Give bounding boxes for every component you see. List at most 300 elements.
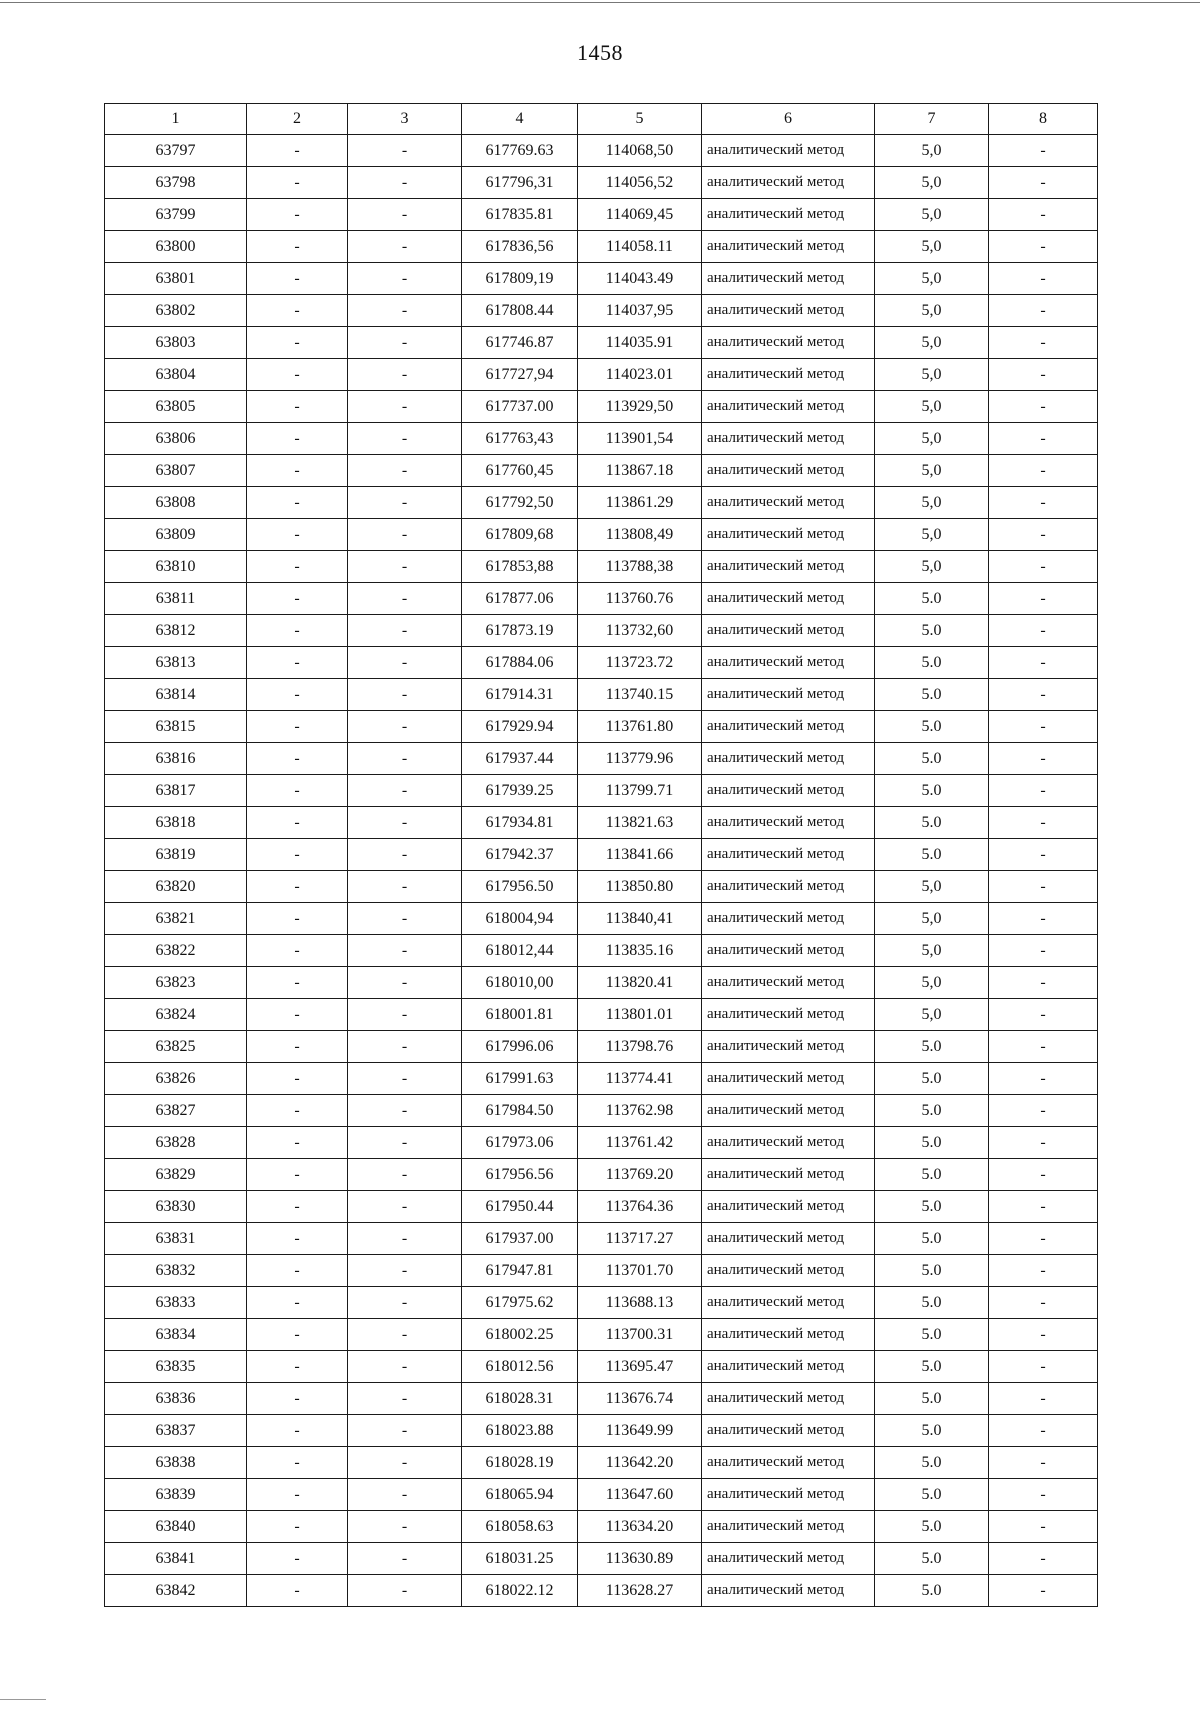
accuracy-cell: 5.0 bbox=[875, 743, 989, 775]
col2-cell: - bbox=[247, 551, 348, 583]
accuracy-cell: 5,0 bbox=[875, 967, 989, 999]
col2-cell: - bbox=[247, 231, 348, 263]
table-row bbox=[105, 903, 1098, 935]
col8-cell: - bbox=[989, 647, 1098, 679]
x-coordinate-cell: 618022.12 bbox=[462, 1575, 578, 1607]
method-cell: аналитический метод bbox=[702, 647, 875, 679]
col8-cell: - bbox=[989, 359, 1098, 391]
method-cell: аналитический метод bbox=[702, 999, 875, 1031]
x-coordinate-cell: 617947.81 bbox=[462, 1255, 578, 1287]
table-row bbox=[105, 679, 1098, 711]
x-coordinate-cell: 617942.37 bbox=[462, 839, 578, 871]
col3-cell: - bbox=[348, 1159, 462, 1191]
col3-cell: - bbox=[348, 1511, 462, 1543]
x-coordinate-cell: 617760,45 bbox=[462, 455, 578, 487]
x-coordinate-cell: 617984.50 bbox=[462, 1095, 578, 1127]
col3-cell: - bbox=[348, 1319, 462, 1351]
accuracy-cell: 5.0 bbox=[875, 1447, 989, 1479]
method-cell: аналитический метод bbox=[702, 1543, 875, 1575]
x-coordinate-cell: 617973.06 bbox=[462, 1127, 578, 1159]
y-coordinate-cell: 113840,41 bbox=[578, 903, 702, 935]
col8-cell: - bbox=[989, 167, 1098, 199]
col3-cell: - bbox=[348, 711, 462, 743]
col3-cell: - bbox=[348, 839, 462, 871]
method-cell: аналитический метод bbox=[702, 1383, 875, 1415]
method-cell: аналитический метод bbox=[702, 1287, 875, 1319]
col2-cell: - bbox=[247, 167, 348, 199]
col2-cell: - bbox=[247, 1351, 348, 1383]
table-row bbox=[105, 1575, 1098, 1607]
method-cell: аналитический метод bbox=[702, 199, 875, 231]
table-row bbox=[105, 1447, 1098, 1479]
point-number-cell: 63805 bbox=[105, 391, 247, 423]
table-row bbox=[105, 1319, 1098, 1351]
x-coordinate-cell: 617975.62 bbox=[462, 1287, 578, 1319]
accuracy-cell: 5.0 bbox=[875, 1191, 989, 1223]
point-number-cell: 63797 bbox=[105, 135, 247, 167]
table-row bbox=[105, 327, 1098, 359]
col8-cell: - bbox=[989, 1543, 1098, 1575]
y-coordinate-cell: 113867.18 bbox=[578, 455, 702, 487]
accuracy-cell: 5,0 bbox=[875, 327, 989, 359]
x-coordinate-cell: 617809,19 bbox=[462, 263, 578, 295]
table-row bbox=[105, 199, 1098, 231]
col2-cell: - bbox=[247, 935, 348, 967]
accuracy-cell: 5.0 bbox=[875, 1575, 989, 1607]
method-cell: аналитический метод bbox=[702, 1063, 875, 1095]
accuracy-cell: 5.0 bbox=[875, 1095, 989, 1127]
point-number-cell: 63809 bbox=[105, 519, 247, 551]
point-number-cell: 63823 bbox=[105, 967, 247, 999]
y-coordinate-cell: 113634.20 bbox=[578, 1511, 702, 1543]
y-coordinate-cell: 114058.11 bbox=[578, 231, 702, 263]
x-coordinate-cell: 617956.50 bbox=[462, 871, 578, 903]
point-number-cell: 63826 bbox=[105, 1063, 247, 1095]
accuracy-cell: 5.0 bbox=[875, 1415, 989, 1447]
table-row bbox=[105, 775, 1098, 807]
y-coordinate-cell: 113761.42 bbox=[578, 1127, 702, 1159]
point-number-cell: 63802 bbox=[105, 295, 247, 327]
method-cell: аналитический метод bbox=[702, 1255, 875, 1287]
col3-cell: - bbox=[348, 359, 462, 391]
method-cell: аналитический метод bbox=[702, 775, 875, 807]
point-number-cell: 63818 bbox=[105, 807, 247, 839]
method-cell: аналитический метод bbox=[702, 711, 875, 743]
method-cell: аналитический метод bbox=[702, 679, 875, 711]
table-row bbox=[105, 1287, 1098, 1319]
point-number-cell: 63833 bbox=[105, 1287, 247, 1319]
x-coordinate-cell: 617763,43 bbox=[462, 423, 578, 455]
x-coordinate-cell: 618028.19 bbox=[462, 1447, 578, 1479]
column-header: 8 bbox=[989, 104, 1098, 135]
col8-cell: - bbox=[989, 839, 1098, 871]
accuracy-cell: 5,0 bbox=[875, 519, 989, 551]
col3-cell: - bbox=[348, 647, 462, 679]
col3-cell: - bbox=[348, 327, 462, 359]
method-cell: аналитический метод bbox=[702, 327, 875, 359]
x-coordinate-cell: 617937.00 bbox=[462, 1223, 578, 1255]
y-coordinate-cell: 113774.41 bbox=[578, 1063, 702, 1095]
table-row bbox=[105, 295, 1098, 327]
col8-cell: - bbox=[989, 1575, 1098, 1607]
point-number-cell: 63839 bbox=[105, 1479, 247, 1511]
table-row bbox=[105, 967, 1098, 999]
y-coordinate-cell: 113929,50 bbox=[578, 391, 702, 423]
method-cell: аналитический метод bbox=[702, 231, 875, 263]
method-cell: аналитический метод bbox=[702, 167, 875, 199]
col8-cell: - bbox=[989, 519, 1098, 551]
method-cell: аналитический метод bbox=[702, 1223, 875, 1255]
col8-cell: - bbox=[989, 263, 1098, 295]
col3-cell: - bbox=[348, 199, 462, 231]
y-coordinate-cell: 113788,38 bbox=[578, 551, 702, 583]
accuracy-cell: 5,0 bbox=[875, 903, 989, 935]
method-cell: аналитический метод bbox=[702, 1351, 875, 1383]
accuracy-cell: 5,0 bbox=[875, 391, 989, 423]
x-coordinate-cell: 617769.63 bbox=[462, 135, 578, 167]
point-number-cell: 63813 bbox=[105, 647, 247, 679]
method-cell: аналитический метод bbox=[702, 1447, 875, 1479]
table-row bbox=[105, 1095, 1098, 1127]
accuracy-cell: 5.0 bbox=[875, 679, 989, 711]
accuracy-cell: 5.0 bbox=[875, 647, 989, 679]
col3-cell: - bbox=[348, 1287, 462, 1319]
method-cell: аналитический метод bbox=[702, 903, 875, 935]
point-number-cell: 63808 bbox=[105, 487, 247, 519]
col8-cell: - bbox=[989, 1287, 1098, 1319]
col3-cell: - bbox=[348, 551, 462, 583]
point-number-cell: 63810 bbox=[105, 551, 247, 583]
col8-cell: - bbox=[989, 1479, 1098, 1511]
y-coordinate-cell: 113740.15 bbox=[578, 679, 702, 711]
point-number-cell: 63827 bbox=[105, 1095, 247, 1127]
col3-cell: - bbox=[348, 1447, 462, 1479]
page-number: 1458 bbox=[577, 40, 623, 65]
table-row bbox=[105, 1351, 1098, 1383]
col3-cell: - bbox=[348, 487, 462, 519]
col3-cell: - bbox=[348, 1031, 462, 1063]
col3-cell: - bbox=[348, 967, 462, 999]
col2-cell: - bbox=[247, 1383, 348, 1415]
y-coordinate-cell: 113628.27 bbox=[578, 1575, 702, 1607]
x-coordinate-cell: 618012,44 bbox=[462, 935, 578, 967]
x-coordinate-cell: 617792,50 bbox=[462, 487, 578, 519]
col3-cell: - bbox=[348, 295, 462, 327]
col8-cell: - bbox=[989, 135, 1098, 167]
accuracy-cell: 5.0 bbox=[875, 1287, 989, 1319]
coordinates-table-container bbox=[104, 103, 1098, 1607]
table-row bbox=[105, 711, 1098, 743]
col2-cell: - bbox=[247, 487, 348, 519]
col2-cell: - bbox=[247, 583, 348, 615]
x-coordinate-cell: 617836,56 bbox=[462, 231, 578, 263]
point-number-cell: 63804 bbox=[105, 359, 247, 391]
col8-cell: - bbox=[989, 231, 1098, 263]
y-coordinate-cell: 113732,60 bbox=[578, 615, 702, 647]
method-cell: аналитический метод bbox=[702, 519, 875, 551]
col8-cell: - bbox=[989, 711, 1098, 743]
method-cell: аналитический метод bbox=[702, 839, 875, 871]
method-cell: аналитический метод bbox=[702, 583, 875, 615]
column-header: 5 bbox=[578, 104, 702, 135]
x-coordinate-cell: 617991.63 bbox=[462, 1063, 578, 1095]
accuracy-cell: 5,0 bbox=[875, 487, 989, 519]
col8-cell: - bbox=[989, 1255, 1098, 1287]
accuracy-cell: 5.0 bbox=[875, 1255, 989, 1287]
accuracy-cell: 5,0 bbox=[875, 871, 989, 903]
col8-cell: - bbox=[989, 1063, 1098, 1095]
x-coordinate-cell: 618012.56 bbox=[462, 1351, 578, 1383]
col3-cell: - bbox=[348, 679, 462, 711]
y-coordinate-cell: 113762.98 bbox=[578, 1095, 702, 1127]
col8-cell: - bbox=[989, 423, 1098, 455]
point-number-cell: 63820 bbox=[105, 871, 247, 903]
col8-cell: - bbox=[989, 1415, 1098, 1447]
col3-cell: - bbox=[348, 1479, 462, 1511]
col8-cell: - bbox=[989, 455, 1098, 487]
col2-cell: - bbox=[247, 839, 348, 871]
col2-cell: - bbox=[247, 263, 348, 295]
x-coordinate-cell: 617934.81 bbox=[462, 807, 578, 839]
col8-cell: - bbox=[989, 551, 1098, 583]
method-cell: аналитический метод bbox=[702, 807, 875, 839]
y-coordinate-cell: 113821.63 bbox=[578, 807, 702, 839]
x-coordinate-cell: 617956.56 bbox=[462, 1159, 578, 1191]
point-number-cell: 63837 bbox=[105, 1415, 247, 1447]
col3-cell: - bbox=[348, 1223, 462, 1255]
y-coordinate-cell: 113801.01 bbox=[578, 999, 702, 1031]
col8-cell: - bbox=[989, 967, 1098, 999]
col3-cell: - bbox=[348, 263, 462, 295]
accuracy-cell: 5.0 bbox=[875, 1223, 989, 1255]
point-number-cell: 63834 bbox=[105, 1319, 247, 1351]
col8-cell: - bbox=[989, 1127, 1098, 1159]
method-cell: аналитический метод bbox=[702, 391, 875, 423]
col2-cell: - bbox=[247, 1447, 348, 1479]
accuracy-cell: 5.0 bbox=[875, 1031, 989, 1063]
y-coordinate-cell: 113630.89 bbox=[578, 1543, 702, 1575]
x-coordinate-cell: 617996.06 bbox=[462, 1031, 578, 1063]
point-number-cell: 63829 bbox=[105, 1159, 247, 1191]
table-row bbox=[105, 455, 1098, 487]
point-number-cell: 63815 bbox=[105, 711, 247, 743]
table-row bbox=[105, 231, 1098, 263]
table-row bbox=[105, 807, 1098, 839]
point-number-cell: 63819 bbox=[105, 839, 247, 871]
col8-cell: - bbox=[989, 199, 1098, 231]
accuracy-cell: 5,0 bbox=[875, 999, 989, 1031]
col3-cell: - bbox=[348, 1063, 462, 1095]
method-cell: аналитический метод bbox=[702, 871, 875, 903]
x-coordinate-cell: 618004,94 bbox=[462, 903, 578, 935]
x-coordinate-cell: 617877.06 bbox=[462, 583, 578, 615]
x-coordinate-cell: 618010,00 bbox=[462, 967, 578, 999]
accuracy-cell: 5.0 bbox=[875, 839, 989, 871]
col3-cell: - bbox=[348, 1383, 462, 1415]
method-cell: аналитический метод bbox=[702, 487, 875, 519]
x-coordinate-cell: 617835.81 bbox=[462, 199, 578, 231]
method-cell: аналитический метод bbox=[702, 1575, 875, 1607]
col8-cell: - bbox=[989, 1319, 1098, 1351]
method-cell: аналитический метод bbox=[702, 423, 875, 455]
y-coordinate-cell: 113717.27 bbox=[578, 1223, 702, 1255]
point-number-cell: 63799 bbox=[105, 199, 247, 231]
x-coordinate-cell: 617884.06 bbox=[462, 647, 578, 679]
col2-cell: - bbox=[247, 871, 348, 903]
point-number-cell: 63807 bbox=[105, 455, 247, 487]
col8-cell: - bbox=[989, 487, 1098, 519]
point-number-cell: 63842 bbox=[105, 1575, 247, 1607]
table-row bbox=[105, 1415, 1098, 1447]
col8-cell: - bbox=[989, 1383, 1098, 1415]
col2-cell: - bbox=[247, 1255, 348, 1287]
table-row bbox=[105, 743, 1098, 775]
table-row bbox=[105, 519, 1098, 551]
accuracy-cell: 5.0 bbox=[875, 1159, 989, 1191]
y-coordinate-cell: 113841.66 bbox=[578, 839, 702, 871]
y-coordinate-cell: 113850.80 bbox=[578, 871, 702, 903]
y-coordinate-cell: 113647.60 bbox=[578, 1479, 702, 1511]
y-coordinate-cell: 114037,95 bbox=[578, 295, 702, 327]
col3-cell: - bbox=[348, 999, 462, 1031]
col3-cell: - bbox=[348, 743, 462, 775]
table-row bbox=[105, 1159, 1098, 1191]
y-coordinate-cell: 113701.70 bbox=[578, 1255, 702, 1287]
method-cell: аналитический метод bbox=[702, 455, 875, 487]
accuracy-cell: 5.0 bbox=[875, 711, 989, 743]
accuracy-cell: 5,0 bbox=[875, 359, 989, 391]
table-row bbox=[105, 1543, 1098, 1575]
point-number-cell: 63798 bbox=[105, 167, 247, 199]
method-cell: аналитический метод bbox=[702, 135, 875, 167]
point-number-cell: 63817 bbox=[105, 775, 247, 807]
table-row bbox=[105, 1255, 1098, 1287]
col3-cell: - bbox=[348, 871, 462, 903]
point-number-cell: 63838 bbox=[105, 1447, 247, 1479]
point-number-cell: 63822 bbox=[105, 935, 247, 967]
x-coordinate-cell: 618028.31 bbox=[462, 1383, 578, 1415]
x-coordinate-cell: 617929.94 bbox=[462, 711, 578, 743]
col8-cell: - bbox=[989, 743, 1098, 775]
col8-cell: - bbox=[989, 1223, 1098, 1255]
point-number-cell: 63828 bbox=[105, 1127, 247, 1159]
col2-cell: - bbox=[247, 1575, 348, 1607]
method-cell: аналитический метод bbox=[702, 1319, 875, 1351]
y-coordinate-cell: 114035.91 bbox=[578, 327, 702, 359]
y-coordinate-cell: 113760.76 bbox=[578, 583, 702, 615]
y-coordinate-cell: 113723.72 bbox=[578, 647, 702, 679]
method-cell: аналитический метод bbox=[702, 615, 875, 647]
col2-cell: - bbox=[247, 1479, 348, 1511]
col2-cell: - bbox=[247, 1191, 348, 1223]
col2-cell: - bbox=[247, 743, 348, 775]
point-number-cell: 63840 bbox=[105, 1511, 247, 1543]
col3-cell: - bbox=[348, 903, 462, 935]
accuracy-cell: 5,0 bbox=[875, 231, 989, 263]
table-row bbox=[105, 1383, 1098, 1415]
col2-cell: - bbox=[247, 359, 348, 391]
point-number-cell: 63821 bbox=[105, 903, 247, 935]
col2-cell: - bbox=[247, 135, 348, 167]
x-coordinate-cell: 617746.87 bbox=[462, 327, 578, 359]
table-row bbox=[105, 359, 1098, 391]
table-row bbox=[105, 487, 1098, 519]
col3-cell: - bbox=[348, 935, 462, 967]
column-header: 3 bbox=[348, 104, 462, 135]
y-coordinate-cell: 113700.31 bbox=[578, 1319, 702, 1351]
x-coordinate-cell: 618031.25 bbox=[462, 1543, 578, 1575]
table-row bbox=[105, 167, 1098, 199]
col8-cell: - bbox=[989, 1447, 1098, 1479]
x-coordinate-cell: 617809,68 bbox=[462, 519, 578, 551]
y-coordinate-cell: 114043.49 bbox=[578, 263, 702, 295]
accuracy-cell: 5.0 bbox=[875, 1319, 989, 1351]
col8-cell: - bbox=[989, 615, 1098, 647]
table-row bbox=[105, 423, 1098, 455]
x-coordinate-cell: 617737.00 bbox=[462, 391, 578, 423]
y-coordinate-cell: 113688.13 bbox=[578, 1287, 702, 1319]
y-coordinate-cell: 113676.74 bbox=[578, 1383, 702, 1415]
table-row bbox=[105, 839, 1098, 871]
col3-cell: - bbox=[348, 807, 462, 839]
col3-cell: - bbox=[348, 231, 462, 263]
col2-cell: - bbox=[247, 1319, 348, 1351]
col2-cell: - bbox=[247, 775, 348, 807]
point-number-cell: 63825 bbox=[105, 1031, 247, 1063]
accuracy-cell: 5,0 bbox=[875, 551, 989, 583]
col2-cell: - bbox=[247, 711, 348, 743]
col8-cell: - bbox=[989, 999, 1098, 1031]
point-number-cell: 63812 bbox=[105, 615, 247, 647]
col3-cell: - bbox=[348, 615, 462, 647]
page-top-rule bbox=[0, 2, 1200, 3]
point-number-cell: 63841 bbox=[105, 1543, 247, 1575]
method-cell: аналитический метод bbox=[702, 967, 875, 999]
x-coordinate-cell: 617937.44 bbox=[462, 743, 578, 775]
accuracy-cell: 5.0 bbox=[875, 1063, 989, 1095]
point-number-cell: 63835 bbox=[105, 1351, 247, 1383]
y-coordinate-cell: 114023.01 bbox=[578, 359, 702, 391]
col2-cell: - bbox=[247, 1063, 348, 1095]
accuracy-cell: 5,0 bbox=[875, 135, 989, 167]
col2-cell: - bbox=[247, 423, 348, 455]
y-coordinate-cell: 113764.36 bbox=[578, 1191, 702, 1223]
method-cell: аналитический метод bbox=[702, 1511, 875, 1543]
col3-cell: - bbox=[348, 1255, 462, 1287]
col8-cell: - bbox=[989, 1351, 1098, 1383]
table-row bbox=[105, 391, 1098, 423]
method-cell: аналитический метод bbox=[702, 1479, 875, 1511]
x-coordinate-cell: 618058.63 bbox=[462, 1511, 578, 1543]
x-coordinate-cell: 617796,31 bbox=[462, 167, 578, 199]
y-coordinate-cell: 113769.20 bbox=[578, 1159, 702, 1191]
table-row bbox=[105, 263, 1098, 295]
accuracy-cell: 5.0 bbox=[875, 1543, 989, 1575]
col8-cell: - bbox=[989, 583, 1098, 615]
page-corner-mark bbox=[0, 1699, 46, 1700]
column-header: 2 bbox=[247, 104, 348, 135]
col2-cell: - bbox=[247, 807, 348, 839]
table-header-row bbox=[105, 104, 1098, 135]
x-coordinate-cell: 617950.44 bbox=[462, 1191, 578, 1223]
col3-cell: - bbox=[348, 455, 462, 487]
method-cell: аналитический метод bbox=[702, 1095, 875, 1127]
accuracy-cell: 5.0 bbox=[875, 1511, 989, 1543]
col2-cell: - bbox=[247, 199, 348, 231]
column-header: 4 bbox=[462, 104, 578, 135]
col2-cell: - bbox=[247, 1415, 348, 1447]
coordinates-table bbox=[104, 103, 1098, 1607]
